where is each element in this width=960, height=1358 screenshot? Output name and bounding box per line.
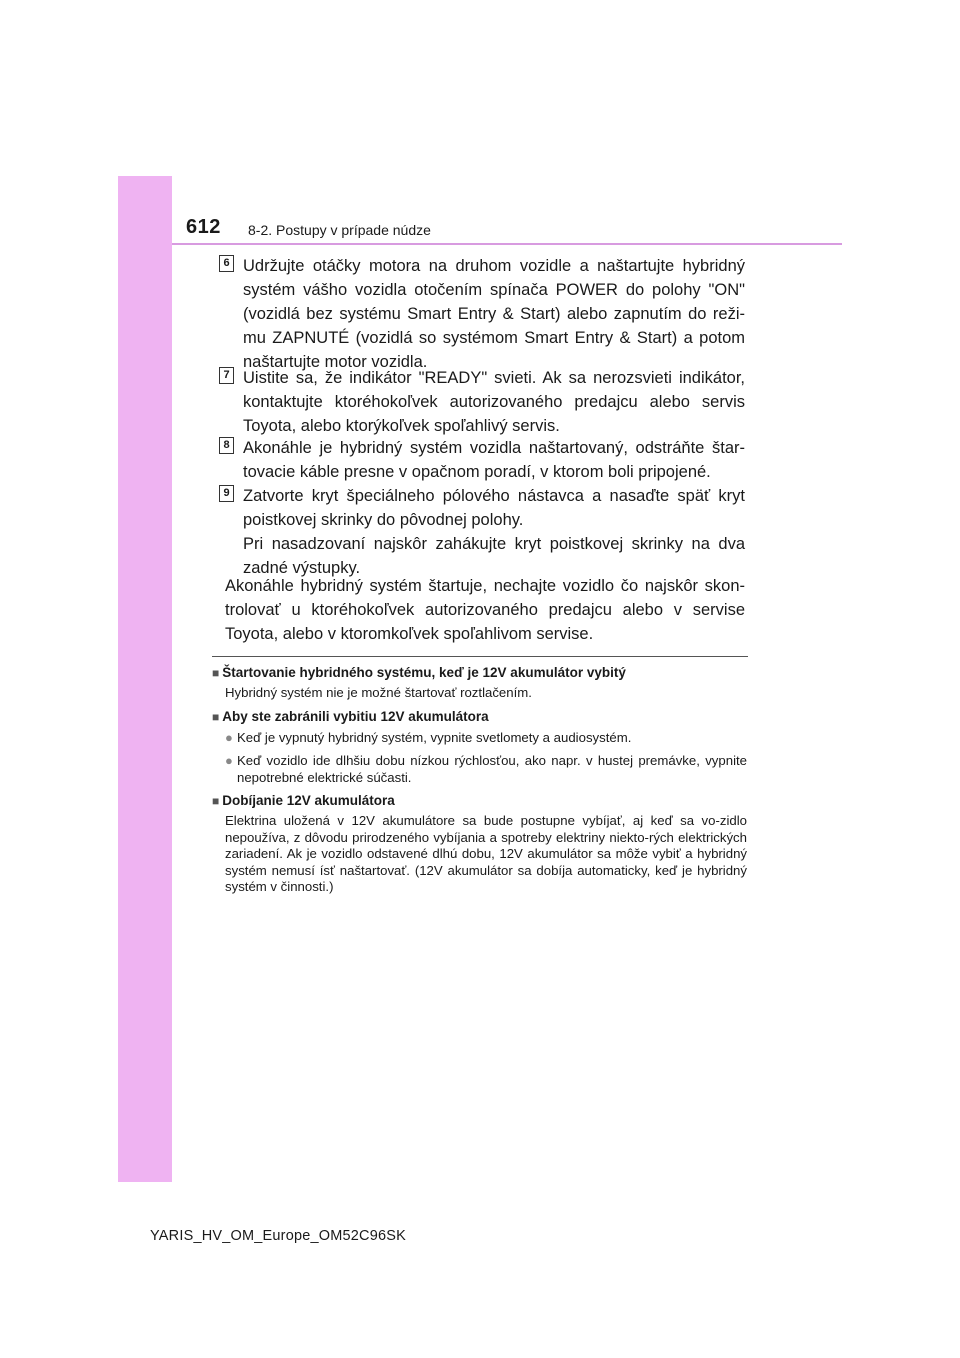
- section-title: 8-2. Postupy v prípade núdze: [248, 222, 431, 238]
- step-6: [243, 254, 745, 374]
- step-9: [243, 484, 745, 580]
- list-item: ● Keď je vypnutý hybridný systém, vypnite svetlomety a audiosystém.: [225, 730, 632, 745]
- circle-bullet-icon: ●: [225, 753, 233, 768]
- step-6-text: Udržujte otáčky motora na druhom vozidle a naštartujte hybridný systém vášho vozidla otočením spínača POWER do polohy "ON" (vozidlá bez systému Smart Entry & Start) alebo zapnutím do reži-mu ZAPNUTÉ (vozidlá so systémom Smart Entry & Start) a potom naštartujte motor vozidla.: [243, 257, 745, 371]
- note-text-jump-start: Hybridný systém nie je možné štartovať roztlačením.: [225, 685, 532, 700]
- square-bullet-icon: ■: [212, 710, 220, 724]
- header-divider: [172, 243, 842, 245]
- step-7: [243, 366, 745, 438]
- page-number: 612: [186, 216, 221, 238]
- conclusion-paragraph: Akonáhle hybridný systém štartuje, nechajte vozidlo čo najskôr skon-trolovať u ktoréhokoľvek autorizovaného predajcu alebo v servise Toyota, alebo v ktoromkoľvek spoľahlivom servise.: [225, 577, 745, 643]
- list-item: ● Keď vozidlo ide dlhšiu dobu nízkou rýchlosťou, ako napr. v hustej premávke, vypnite nepotrebné elektrické súčasti.: [225, 753, 747, 785]
- step-number-6: 6: [219, 255, 234, 272]
- step-number-8: 8: [219, 437, 234, 454]
- step-8: [243, 436, 745, 484]
- note-heading-charging: ■ Dobíjanie 12V akumulátora: [212, 793, 395, 808]
- square-bullet-icon: ■: [212, 794, 220, 808]
- step-number-7: 7: [219, 367, 234, 384]
- step-9-subtext: Pri nasadzovaní najskôr zahákujte kryt poistkovej skrinky na dva zadné výstupky.: [243, 535, 745, 577]
- step-number-9: 9: [219, 485, 234, 502]
- section-sidebar-tab: [118, 176, 172, 1182]
- step-7-text: Uistite sa, že indikátor "READY" svieti. Ak sa nerozsvieti indikátor, kontaktujte ktoréhokoľvek autorizovaného predajcu alebo servis Toyota, alebo ktorýkoľvek spoľahlivý servis.: [243, 369, 745, 435]
- circle-bullet-icon: ●: [225, 730, 233, 745]
- notes-divider: [212, 656, 748, 657]
- step-8-text: Akonáhle je hybridný systém vozidla naštartovaný, odstráňte štar-tovacie káble presne v opačnom poradí, v ktorom boli pripojené.: [243, 439, 745, 481]
- step-9-text: Zatvorte kryt špeciálneho pólového nástavca a nasaďte späť kryt poistkovej skrinky do pôvodnej polohy.: [243, 487, 745, 529]
- note-heading-jump-start: ■ Štartovanie hybridného systému, keď je 12V akumulátor vybitý: [212, 665, 626, 680]
- note-text-charging: Elektrina uložená v 12V akumulátore sa bude postupne vybíjať, aj keď sa vo-zidlo nepoužíva, z dôvodu prirodzeného vybíjania a spotreby elektriny niekto-rých elektrických zariadení. Ak je vozidlo odstavené dlhú dobu, 12V akumulátor sa môže vybiť a hybridný systém nemusí ísť naštartovať. (12V akumulátor sa dobíja automaticky, keď je hybridný systém v činnosti.): [225, 813, 747, 895]
- note-heading-prevent-discharge: ■ Aby ste zabránili vybitiu 12V akumulátora: [212, 709, 489, 724]
- document-footer: YARIS_HV_OM_Europe_OM52C96SK: [150, 1228, 406, 1244]
- square-bullet-icon: ■: [212, 666, 220, 680]
